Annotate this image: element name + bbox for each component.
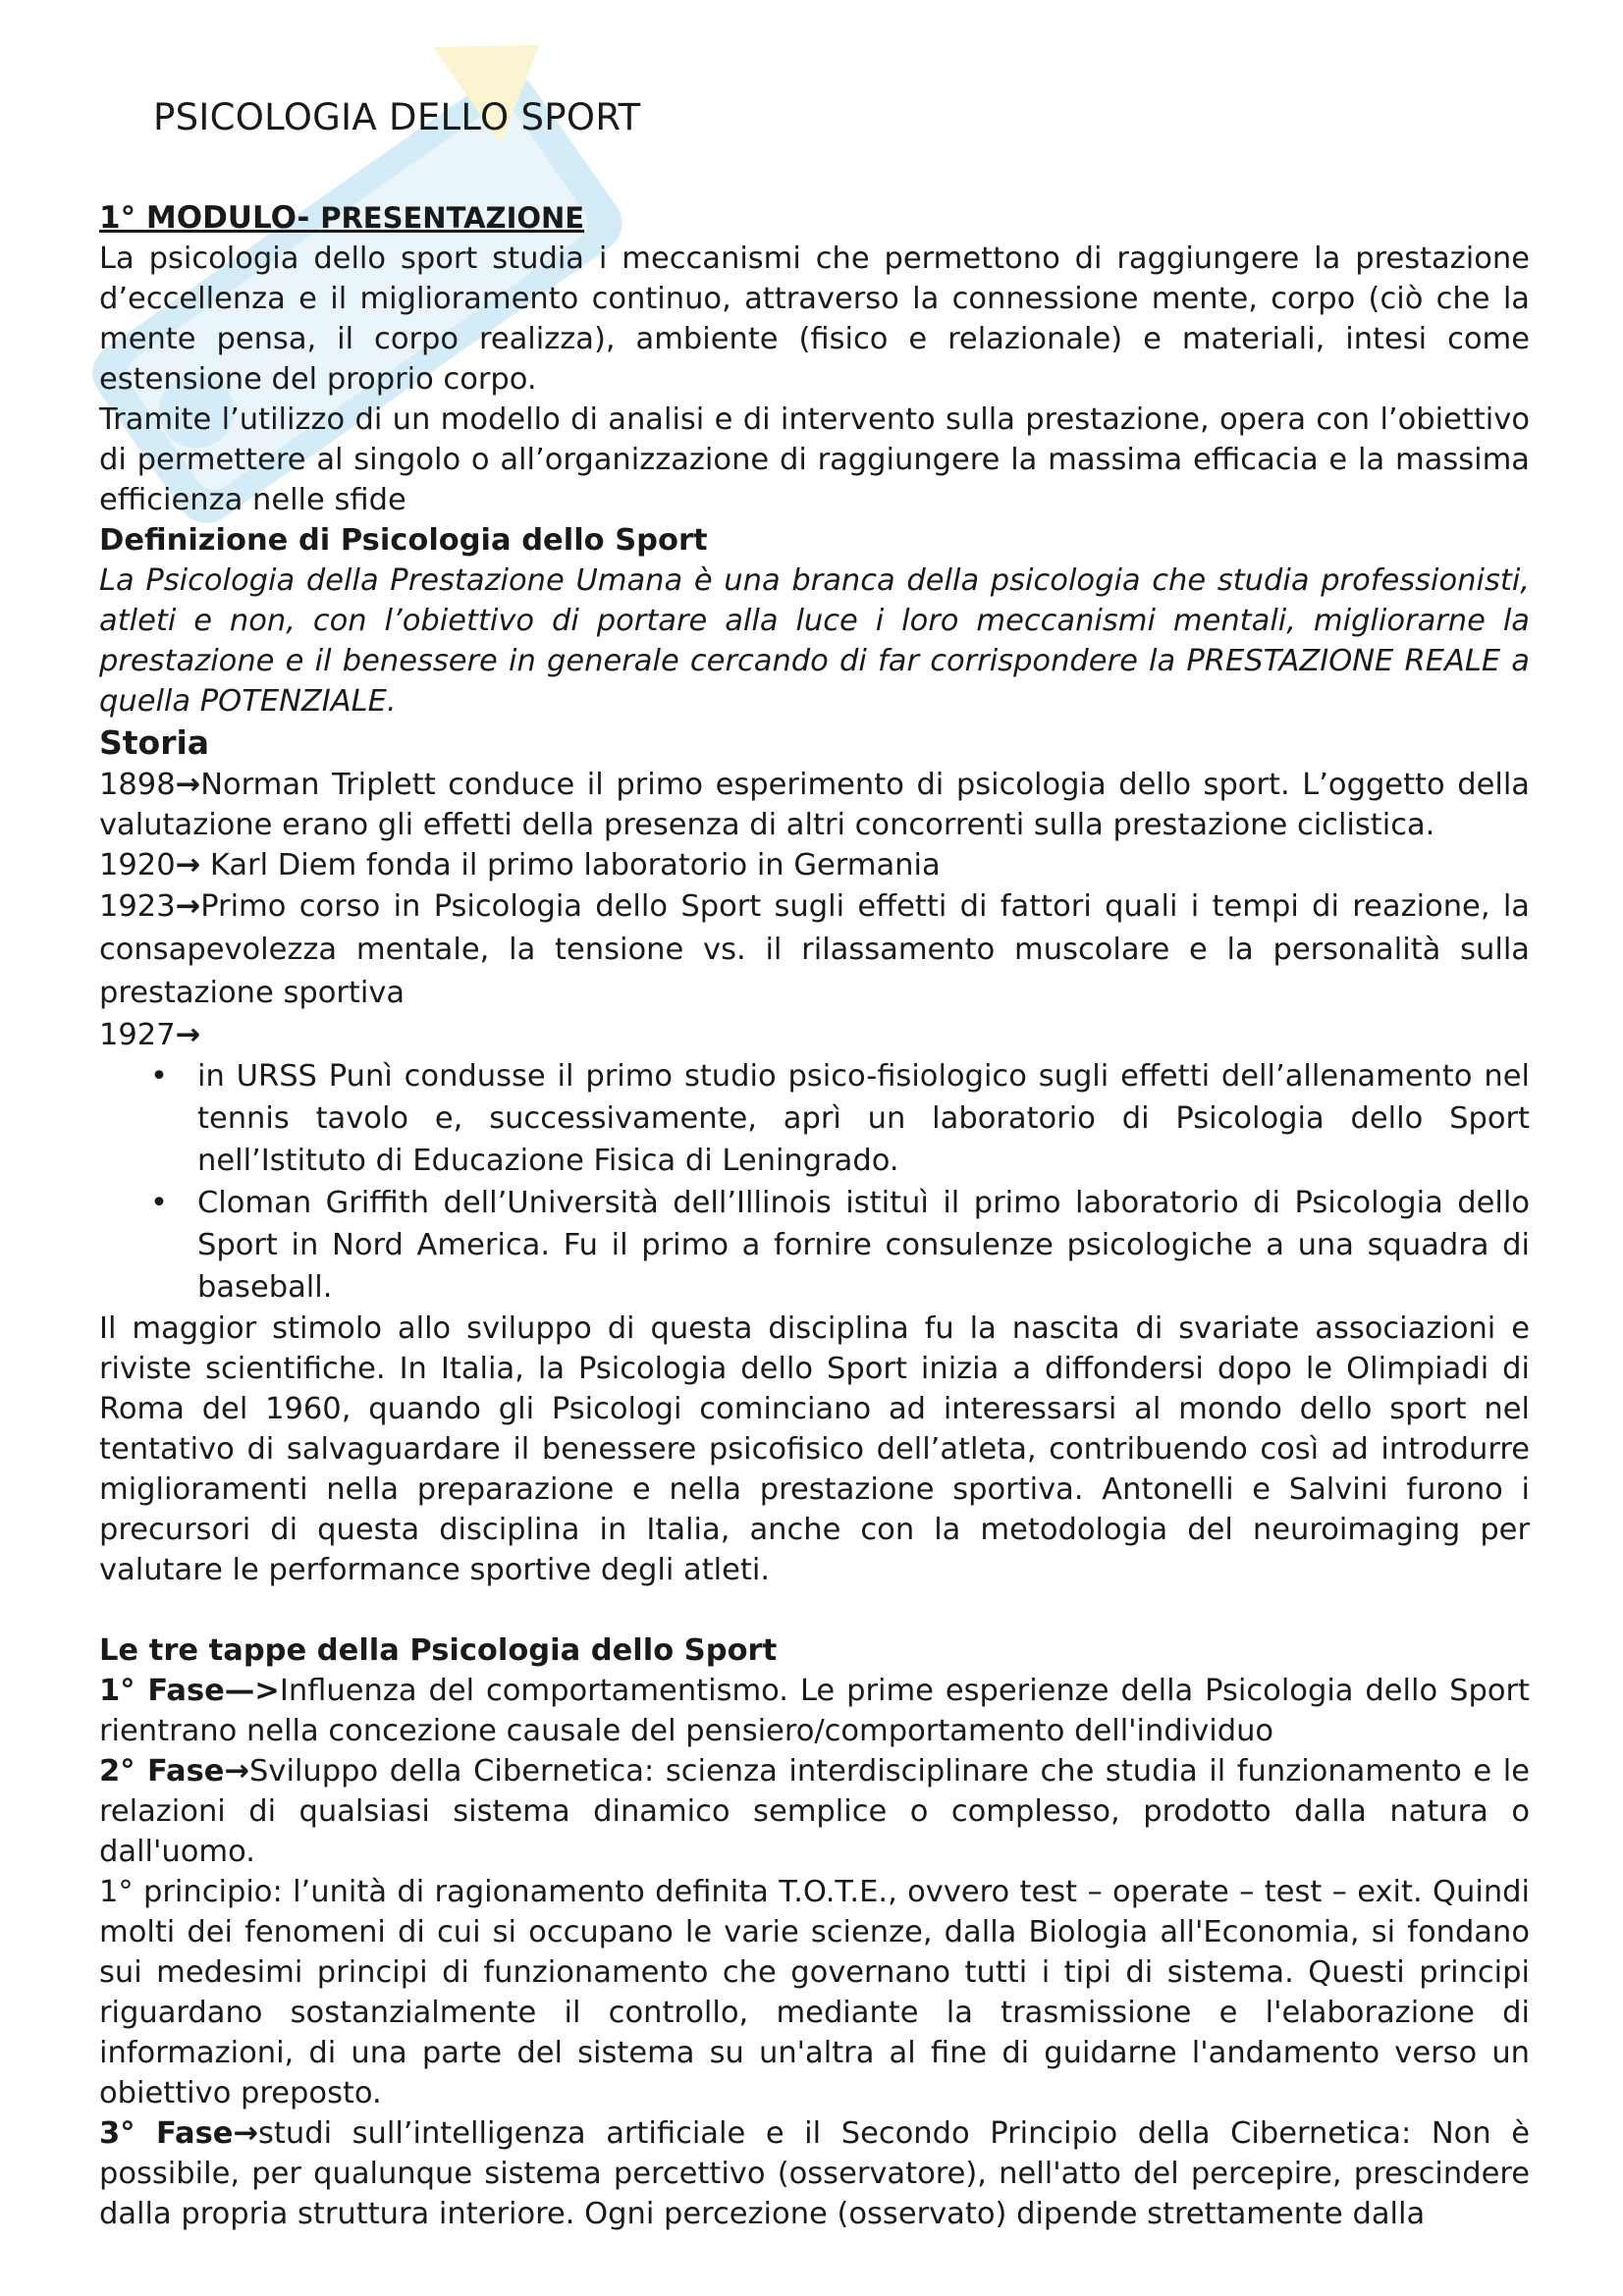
bullet-icon: • xyxy=(150,1186,168,1220)
year-label: 1923 xyxy=(99,889,176,924)
list-item xyxy=(99,1055,1530,1182)
phase-text: Sviluppo della Cibernetica: scienza interdisciplinare che studia il funzionamento e le relazioni di qualsiasi sistema dinamico semplice o complesso, prodotto dalla natura o dall'uomo. xyxy=(99,1754,1531,1869)
year-label: 1927 xyxy=(99,1018,176,1052)
bullet-text: Cloman Griffith dell’Università dell’Illinois istituì il primo laboratorio di Psicologia dello Sport in Nord America. Fu il primo a fornire consulenze psicologiche a una squadra di baseball. xyxy=(197,1186,1530,1305)
definition-heading: Definizione di Psicologia dello Sport xyxy=(99,523,708,558)
storia-heading: Storia xyxy=(99,723,210,762)
storia-entry-1923 xyxy=(99,885,1530,1015)
phase-2 xyxy=(99,1751,1530,1872)
arrow-icon: → xyxy=(175,768,201,802)
phase-text: studi sull’intelligenza artificiale e il Secondo Principio della Cibernetica: Non è possibile, per qualunque sistema percettivo (osservatore), nell'atto del percepire, prescindere dalla propria struttura interiore. Ogni percezione (osservato) dipende strettamente dalla xyxy=(99,2116,1531,2231)
entry-text: Primo corso in Psicologia dello Sport sugli effetti di fattori quali i tempi di reazione, la consapevolezza mentale, la tensione vs. il rilassamento muscolare e la personalità sulla prestazione sportiva xyxy=(99,889,1530,1010)
document-page xyxy=(99,93,1530,2234)
storia-entry-1920 xyxy=(99,845,1530,885)
phase-label: 1° Fase—> xyxy=(99,1674,280,1708)
phase-text: Influenza del comportamentismo. Le prime esperienze della Psicologia dello Sport rientrano nella concezione causale del pensiero/comportamento dell'individuo xyxy=(99,1674,1530,1748)
tappe-heading: Le tre tappe della Psicologia dello Sport xyxy=(99,1633,778,1668)
definition-text: La Psicologia della Prestazione Umana è una branca della psicologia che studia professionisti, atleti e non, con l’obiettivo di portare alla luce i loro meccanismi mentali, migliorarne la prestazione e il benessere in generale cercando di far corrispondere la PRESTAZIONE REALE a quella POTENZIALE. xyxy=(99,563,1530,719)
storia-bullet-list xyxy=(99,1055,1530,1308)
storia-entry-1927 xyxy=(99,1015,1530,1055)
phase-label: 2° Fase xyxy=(99,1754,225,1789)
phase-label: 3° Fase xyxy=(99,2116,234,2151)
bullet-icon: • xyxy=(150,1059,168,1094)
arrow-icon: → xyxy=(224,1754,250,1789)
spacer xyxy=(99,1590,1530,1630)
page-title: PSICOLOGIA DELLO SPORT xyxy=(153,96,641,138)
storia-closing-paragraph: Il maggior stimolo allo sviluppo di questa disciplina fu la nascita di svariate associazioni e riviste scientifiche. In Italia, la Psicologia dello Sport inizia a diffondersi dopo le Olimpiadi di Roma del 1960, quando gli Psicologi cominciano ad interessarsi al mondo dello sport nel tentativo di salvaguardare il benessere psicofisico dell’atleta, contribuendo così ad introdurre miglioramenti nella preparazione e nella prestazione sportiva. Antonelli e Salvini furono i precursori di questa disciplina in Italia, anche con la metodologia del neuroimaging per valutare le performance sportive degli atleti. xyxy=(99,1311,1530,1587)
phase-3 xyxy=(99,2113,1530,2234)
arrow-icon: → xyxy=(175,1018,201,1052)
intro-paragraph-2: Tramite l’utilizzo di un modello di analisi e di intervento sulla prestazione, opera con l’obiettivo di permettere al singolo o all’organizzazione di raggiungere la massima efficacia e la massima efficienza nelle sfide xyxy=(99,402,1530,517)
arrow-icon: → xyxy=(233,2116,259,2151)
entry-text: Karl Diem fonda il primo laboratorio in Germania xyxy=(200,848,941,882)
year-label: 1898 xyxy=(99,768,176,802)
bullet-text: in URSS Punì condusse il primo studio psico-fisiologico sugli effetti dell’allenamento nel tennis tavolo e, successivamente, aprì un laboratorio di Psicologia dello Sport nell’Istituto di Educazione Fisica di Leningrado. xyxy=(197,1059,1530,1178)
arrow-icon: → xyxy=(175,848,201,882)
module-heading xyxy=(99,197,1530,239)
year-label: 1920 xyxy=(99,848,176,882)
principle-1: 1° principio: l’unità di ragionamento definita T.O.T.E., ovvero test – operate – test – exit. Quindi molti dei fenomeni di cui si occupano le varie scienze, dalla Biologia all'Economia, si fondano sui medesimi principi di funzionamento che governano tutti i tipi di sistema. Questi principi riguardano sostanzialmente il controllo, mediante la trasmissione e l'elaborazione di informazioni, di una parte del sistema su un'altra al fine di guidarne l'andamento verso un obiettivo preposto. xyxy=(99,1875,1530,2110)
entry-text: Norman Triplett conduce il primo esperimento di psicologia dello sport. L’oggetto della valutazione erano gli effetti della presenza di altri concorrenti sulla prestazione ciclistica. xyxy=(99,768,1530,842)
module-subtitle: PRESENTAZIONE xyxy=(320,201,585,235)
list-item xyxy=(99,1182,1530,1308)
arrow-icon: → xyxy=(175,889,201,924)
phase-1 xyxy=(99,1671,1530,1751)
module-label: 1° MODULO- xyxy=(99,200,321,236)
storia-entry-1898 xyxy=(99,765,1530,845)
intro-paragraph-1: La psicologia dello sport studia i meccanismi che permettono di raggiungere la prestazione d’eccellenza e il miglioramento continuo, attraverso la connessione mente, corpo (ciò che la mente pensa, il corpo realizza), ambiente (fisico e relazionale) e materiali, intesi come estensione del proprio corpo. xyxy=(99,241,1530,397)
